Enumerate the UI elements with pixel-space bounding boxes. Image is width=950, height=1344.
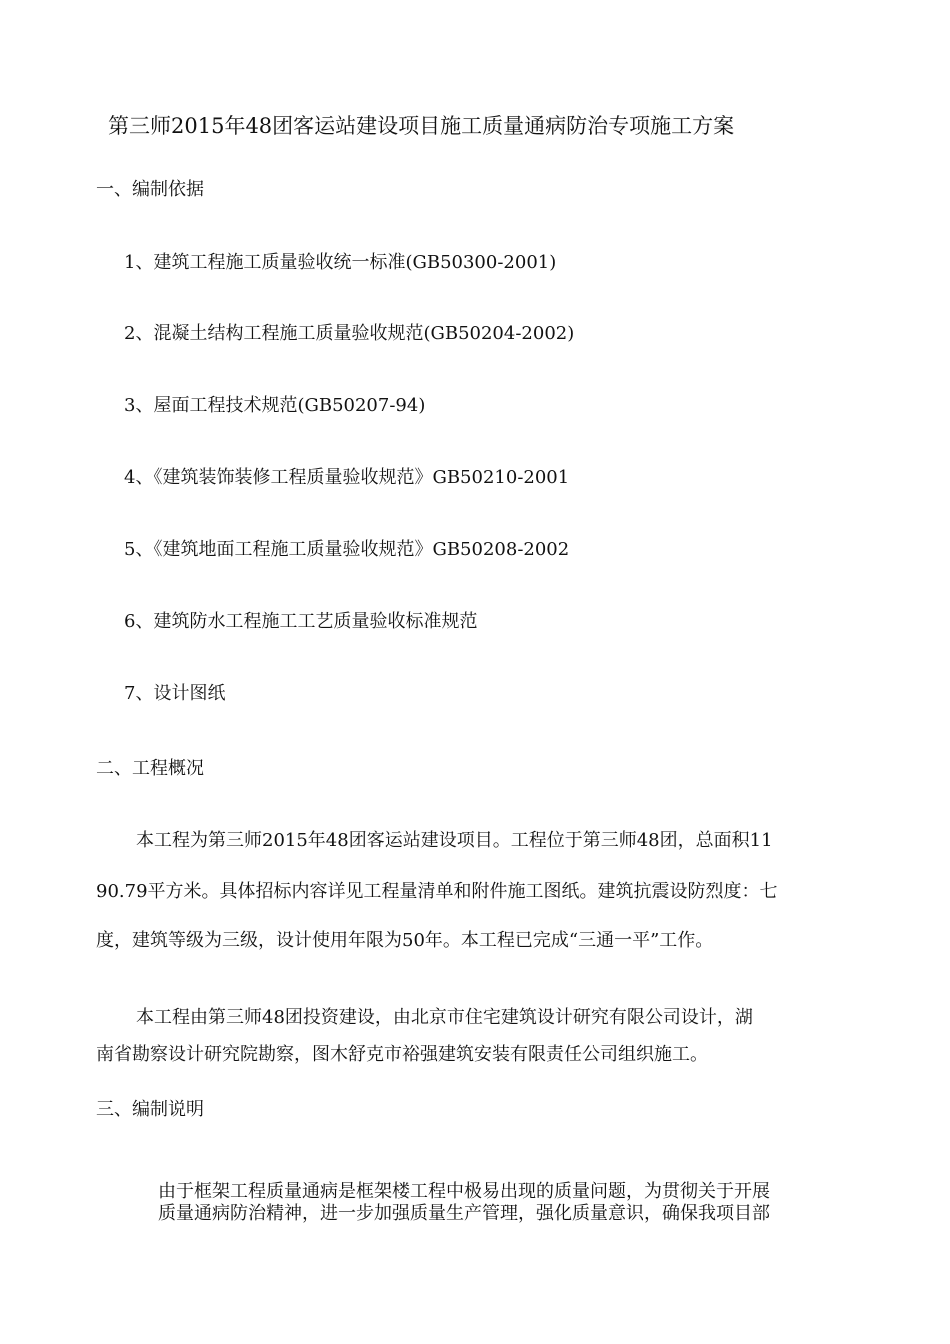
notes-para1-line1: 由于框架工程质量通病是框架楼工程中极易出现的质量问题，为贯彻关于开展 (158, 1181, 770, 1202)
basis-item-7: 7、设计图纸 (124, 683, 226, 704)
document-title: 第三师2015年48团客运站建设项目施工质量通病防治专项施工方案 (108, 114, 735, 138)
overview-para1-line2: 90.79平方米。具体招标内容详见工程量清单和附件施工图纸。建筑抗震设防烈度：七 (96, 881, 778, 902)
basis-item-1: 1、建筑工程施工质量验收统一标准(GB50300-2001) (124, 252, 557, 273)
basis-item-5: 5、《建筑地面工程施工质量验收规范》GB50208-2002 (124, 539, 570, 560)
overview-para2-line1: 本工程由第三师48团投资建设，由北京市住宅建筑设计研究有限公司设计，湖 (136, 1007, 753, 1028)
section-heading-overview: 二、工程概况 (96, 758, 204, 779)
notes-para1-line2: 质量通病防治精神，进一步加强质量生产管理，强化质量意识，确保我项目部 (158, 1203, 770, 1224)
basis-item-4: 4、《建筑装饰装修工程质量验收规范》GB50210-2001 (124, 467, 570, 488)
overview-para2-line2: 南省勘察设计研究院勘察，图木舒克市裕强建筑安装有限责任公司组织施工。 (96, 1044, 708, 1065)
basis-item-6: 6、建筑防水工程施工工艺质量验收标准规范 (124, 611, 478, 632)
basis-item-2: 2、混凝土结构工程施工质量验收规范(GB50204-2002) (124, 323, 575, 344)
overview-para1-line1: 本工程为第三师2015年48团客运站建设项目。工程位于第三师48团，总面积11 (136, 830, 773, 851)
section-heading-basis: 一、编制依据 (96, 179, 204, 200)
section-heading-notes: 三、编制说明 (96, 1099, 204, 1120)
basis-item-3: 3、屋面工程技术规范(GB50207-94) (124, 395, 426, 416)
overview-para1-line3: 度，建筑等级为三级，设计使用年限为50年。本工程已完成“三通一平”工作。 (96, 930, 714, 951)
